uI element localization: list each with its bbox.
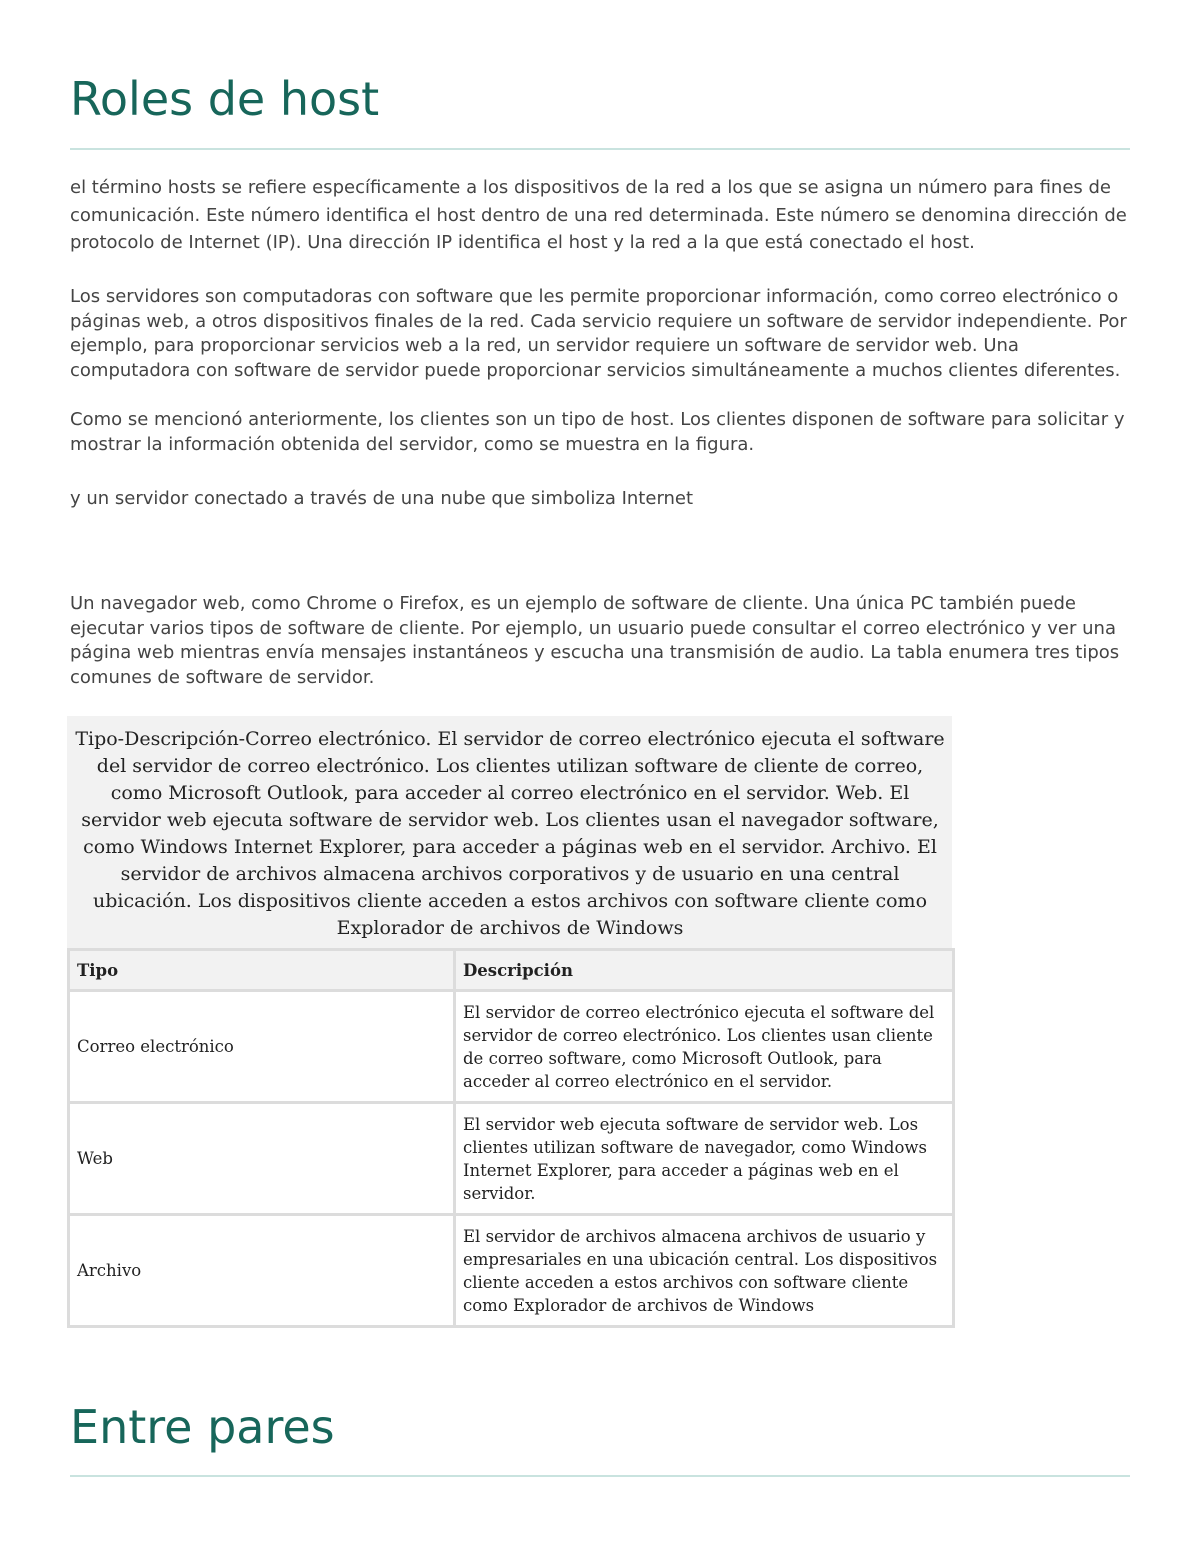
cell-descripcion: El servidor de archivos almacena archivos de usuario y empresariales en una ubicación central. Los dispositivos cliente acceden a estos archivos con software cliente como Explorador de archivos de Windows	[455, 1215, 954, 1327]
table-caption: Tipo-Descripción-Correo electrónico. El servidor de correo electrónico ejecuta el software del servidor de correo electrónico. Los clientes utilizan software de cliente de correo, como Microsoft Outlook, para acceder al correo electrónico en el servidor. Web. El servidor web ejecuta software de servidor web. Los clientes usan el navegador software, como Windows Internet Explorer, para acceder a páginas web en el servidor. Archivo. El servidor de archivos almacena archivos corporativos y de usuario en una central ubicación. Los dispositivos cliente acceden a estos archivos con software cliente como Explorador de archivos de Windows	[75, 728, 945, 939]
section-title-entre-pares: Entre pares	[70, 1400, 335, 1454]
server-types-table	[67, 948, 955, 1328]
table-row	[69, 1103, 954, 1215]
cell-tipo: Correo electrónico	[69, 991, 455, 1103]
cell-tipo: Web	[69, 1103, 455, 1215]
cell-descripcion: El servidor web ejecuta software de servidor web. Los clientes utilizan software de navegador, como Windows Internet Explorer, para acceder a páginas web en el servidor.	[455, 1103, 954, 1215]
paragraph-clientes: Como se mencionó anteriormente, los clientes son un tipo de host. Los clientes disponen de software para solicitar y mostrar la información obtenida del servidor, como se muestra en la figura.	[70, 409, 1125, 455]
paragraph-servidores: Los servidores son computadoras con software que les permite proporcionar información, como correo electrónico o páginas web, a otros dispositivos finales de la red. Cada servicio requiere un software de servidor independiente. Por ejemplo, para proporcionar servicios web a la red, un servidor requiere un software de servidor web. Una computadora con software de servidor puede proporcionar servicios simultáneamente a muchos clientes diferentes.	[70, 286, 1127, 381]
section-divider	[70, 1475, 1130, 1477]
header-descripcion: Descripción	[455, 950, 954, 991]
section-title-roles-de-host: Roles de host	[70, 72, 380, 126]
table-row	[69, 991, 954, 1103]
cell-tipo: Archivo	[69, 1215, 455, 1327]
table-header-row	[69, 950, 954, 991]
header-tipo: Tipo	[69, 950, 455, 991]
section-divider	[70, 148, 1130, 150]
paragraph-figure-note: y un servidor conectado a través de una nube que simboliza Internet	[70, 488, 694, 509]
table-row	[69, 1215, 954, 1327]
cell-descripcion: El servidor de correo electrónico ejecuta el software del servidor de correo electrónico. Los clientes usan cliente de correo software, como Microsoft Outlook, para acceder al correo electrónico en el servidor.	[455, 991, 954, 1103]
paragraph-hosts: el término hosts se refiere específicamente a los dispositivos de la red a los que se asigna un número para fines de comunicación. Este número identifica el host dentro de una red determinada. Este número se denomina dirección de protocolo de Internet (IP). Una dirección IP identifica el host y la red a la que está conectado el host.	[70, 177, 1127, 253]
paragraph-navegador: Un navegador web, como Chrome o Firefox, es un ejemplo de software de cliente. Una única PC también puede ejecutar varios tipos de software de cliente. Por ejemplo, un usuario puede consultar el correo electrónico y ver una página web mientras envía mensajes instantáneos y escucha una transmisión de audio. La tabla enumera tres tipos comunes de software de servidor.	[70, 593, 1120, 688]
